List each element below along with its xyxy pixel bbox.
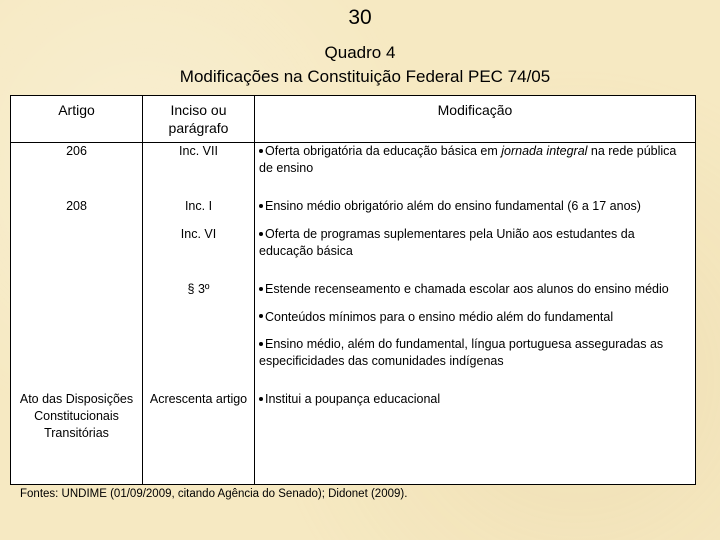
cell-modificacao [255,391,696,484]
cell-artigo [11,336,143,391]
cell-modificacao [255,198,696,226]
header-artigo: Artigo [11,96,143,143]
table-caption [0,41,720,89]
page-number: 30 [348,6,372,29]
cell-artigo: 206 [11,143,143,199]
mod-text: Oferta de programas suplementares pela União aos estudantes da educação básica [259,226,635,258]
mod-text: Institui a poupança educacional [265,392,441,407]
source-note: Fontes: UNDIME (01/09/2009, citando Agência do Senado); Didonet (2009). [20,488,408,500]
cell-modificacao [255,281,696,309]
modifications-table [10,95,696,485]
bullet-icon [259,232,263,236]
mod-text: Oferta obrigatória da educação básica em [265,144,502,158]
mod-text: Ensino médio, além do fundamental, língua portuguesa asseguradas as especificidades das comunidades indígenas [259,337,664,369]
mod-text: Estende recenseamento e chamada escolar aos alunos do ensino médio [265,282,669,297]
table-row [11,391,696,484]
table-row [11,143,696,199]
cell-modificacao [255,226,696,281]
cell-artigo [11,226,143,281]
bullet-icon [259,397,263,401]
cell-artigo: 208 [11,198,143,226]
mod-text: Conteúdos mínimos para o ensino médio além do fundamental [265,309,614,324]
cell-inciso [143,309,255,337]
bullet-icon [259,204,263,208]
cell-inciso: Inc. VI [143,226,255,281]
cell-inciso: Acrescenta artigo [143,391,255,484]
bullet-icon [259,287,263,291]
cell-modificacao [255,309,696,337]
bullet-icon [259,149,263,153]
mod-text: na rede pública de ensino [259,144,677,175]
cell-inciso: Inc. VII [143,143,255,199]
cell-inciso: Inc. I [143,198,255,226]
table-row [11,309,696,337]
mod-text-italic: jornada integral [501,144,588,158]
header-modificacao: Modificação [255,96,696,143]
cell-artigo [11,281,143,309]
cell-inciso: § 3º [143,281,255,309]
cell-artigo [11,309,143,337]
table-row [11,198,696,226]
cell-artigo: Ato das Disposições Constitucionais Transitórias [11,391,143,484]
header-inciso: Inciso ou parágrafo [143,96,255,143]
table-subtitle: Modificações na Constituição Federal PEC 74/05 [179,67,551,86]
cell-modificacao [255,143,696,199]
bullet-icon [259,314,263,318]
table-title: Quadro 4 [324,43,396,62]
table-row [11,281,696,309]
mod-text: Ensino médio obrigatório além do ensino fundamental (6 a 17 anos) [265,199,641,214]
cell-inciso [143,336,255,391]
bullet-icon [259,342,263,346]
table-row [11,336,696,391]
table-header-row [11,96,696,143]
table-row [11,226,696,281]
cell-modificacao [255,336,696,391]
